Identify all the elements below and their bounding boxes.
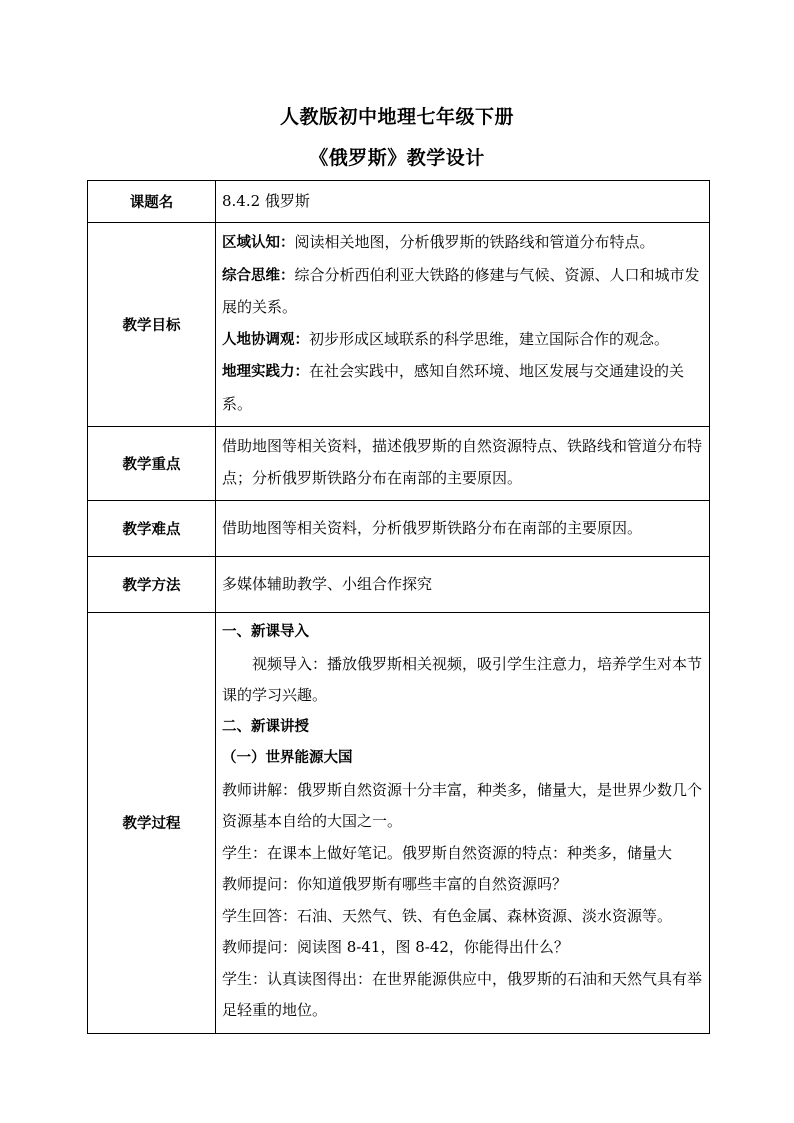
process-line: 学生：在课本上做好笔记。俄罗斯自然资源的特点：种类多，储量大	[222, 843, 673, 862]
document-subtitle: 《俄罗斯》教学设计	[309, 147, 485, 169]
objective-item	[222, 356, 703, 420]
objective-item	[222, 324, 703, 357]
objectives-row	[88, 223, 710, 427]
methods-row	[88, 557, 710, 613]
process-content	[216, 613, 710, 1034]
section-paragraph: 视频导入：播放俄罗斯相关视频，吸引学生注意力，培养学生对本节课的学习兴趣。	[222, 654, 703, 704]
objective-text: 初步形成区域联系的科学思维，建立国际合作的观念。	[309, 329, 670, 348]
objective-term: 人地协调观：	[222, 331, 309, 348]
document-title: 人教版初中地理七年级下册	[279, 106, 514, 128]
objective-term: 地理实践力：	[222, 364, 309, 380]
objectives-content	[216, 223, 710, 427]
methods-value: 多媒体辅助教学、小组合作探究	[216, 557, 710, 613]
objective-text: 综合分析西伯利亚大铁路的修建与气候、资源、人口和城市发展的关系。	[222, 265, 700, 316]
section-heading: 二、新课讲授	[222, 718, 309, 735]
process-line: 教师提问：你知道俄罗斯有哪些丰富的自然资源吗？	[222, 875, 568, 893]
objective-text: 阅读相关地图，分析俄罗斯的铁路线和管道分布特点。	[294, 233, 655, 251]
lesson-plan-table	[87, 180, 710, 1034]
process-row	[88, 613, 710, 1034]
methods-label: 教学方法	[88, 557, 216, 613]
difficulties-value: 借助地图等相关资料，分析俄罗斯铁路分布在南部的主要原因。	[216, 501, 710, 557]
objective-term: 综合思维：	[222, 267, 295, 284]
objective-text: 在社会实践中，感知自然环境、地区发展与交通建设的关系。	[222, 362, 685, 413]
topic-value: 8.4.2 俄罗斯	[216, 181, 710, 223]
key-points-value: 借助地图等相关资料，描述俄罗斯的自然资源特点、铁路线和管道分布特点；分析俄罗斯铁路分布在南部的主要原因。	[216, 427, 710, 501]
process-line: 教师提问：阅读图 8-41，图 8-42，你能得出什么？	[222, 938, 569, 956]
difficulties-row	[88, 501, 710, 557]
process-label: 教学过程	[88, 613, 216, 1034]
topic-row	[88, 181, 710, 223]
subsection-heading: （一）世界能源大国	[222, 750, 353, 766]
objectives-label: 教学目标	[88, 223, 216, 427]
topic-label: 课题名	[88, 181, 216, 223]
objective-item	[222, 227, 703, 260]
objective-item	[222, 260, 703, 324]
section-heading: 一、新课导入	[222, 624, 309, 640]
key-points-label: 教学重点	[88, 427, 216, 501]
process-line: 学生：认真读图得出：在世界能源供应中，俄罗斯的石油和天然气具有举足轻重的地位。	[222, 969, 703, 1019]
process-line: 学生回答：石油、天然气、铁、有色金属、森林资源、淡水资源等。	[222, 906, 673, 925]
process-line: 教师讲解：俄罗斯自然资源十分丰富，种类多，储量大，是世界少数几个资源基本自给的大国之一。	[222, 780, 703, 830]
key-points-row	[88, 427, 710, 501]
objective-term: 区域认知：	[222, 235, 295, 251]
difficulties-label: 教学难点	[88, 501, 216, 557]
